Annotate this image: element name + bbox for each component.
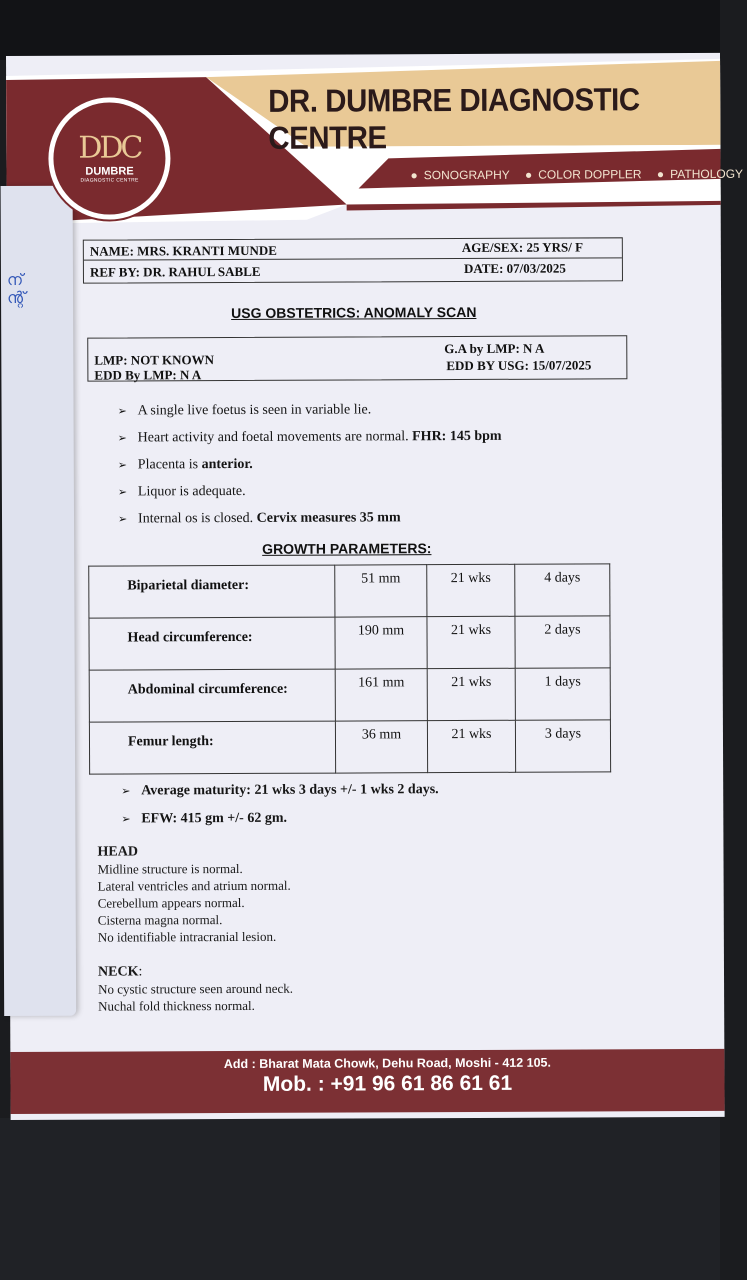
finding-item <box>118 428 638 457</box>
ga-by-lmp: G.A by LMP: N A <box>444 340 545 357</box>
edd-by-lmp: EDD By LMP: N A <box>94 367 202 383</box>
logo-subtitle: DIAGNOSTIC CENTRE <box>80 177 139 184</box>
arrow-icon: ➢ <box>117 458 128 472</box>
neck-line: Nuchal fold thickness normal. <box>98 997 255 1014</box>
finding-bold: anterior. <box>201 456 253 473</box>
section-heading-colon: : <box>138 964 143 980</box>
table-row <box>89 668 610 722</box>
table-row <box>89 720 610 774</box>
service-sonography: SONOGRAPHY <box>423 167 510 183</box>
summary-item <box>121 781 621 811</box>
finding-text: Heart activity and foetal movements are normal. <box>137 429 413 446</box>
service-color-doppler: COLOR DOPPLER <box>538 167 642 182</box>
growth-parameters-table <box>88 563 611 774</box>
average-maturity: Average maturity: 21 wks 3 days +/- 1 wks 2 days. <box>141 782 439 799</box>
logo-name: DUMBRE <box>85 165 134 178</box>
param-name: Head circumference: <box>89 617 335 670</box>
head-line: Midline structure is normal. <box>97 860 243 877</box>
growth-parameters-title: GROWTH PARAMETERS: <box>262 540 432 557</box>
param-name: Abdominal circumference: <box>89 669 335 722</box>
neck-line: No cystic structure seen around neck. <box>98 980 294 997</box>
arrow-icon: ➢ <box>121 784 131 798</box>
arrow-icon: ➢ <box>117 431 127 445</box>
section-heading <box>98 963 293 981</box>
lmp: LMP: NOT KNOWN <box>94 352 215 368</box>
table-row <box>89 616 610 670</box>
patient-info-box <box>83 237 623 283</box>
finding-item <box>118 482 638 511</box>
param-weeks: 21 wks <box>427 720 515 772</box>
footer-mobile: Mob. : +91 96 61 86 61 61 <box>262 1071 513 1096</box>
param-days: 4 days <box>515 564 610 616</box>
param-weeks: 21 wks <box>427 668 515 720</box>
head-line: Cerebellum appears normal. <box>97 894 245 911</box>
arrow-icon: ➢ <box>121 812 131 826</box>
param-name: Biparietal diameter: <box>89 565 335 618</box>
clinic-name: DR. DUMBRE DIAGNOSTIC CENTRE <box>268 81 640 156</box>
table-row <box>89 564 610 618</box>
summary-item <box>121 809 621 839</box>
param-value: 51 mm <box>335 565 427 617</box>
patient-name: NAME: MRS. KRANTI MUNDE <box>89 242 277 259</box>
param-days: 1 days <box>515 668 610 720</box>
arrow-icon: ➢ <box>117 512 128 526</box>
bullet-dot: ● <box>410 168 418 183</box>
neck-section <box>98 963 293 1015</box>
section-heading-text: NECK <box>97 964 139 980</box>
section-heading: HEAD <box>97 844 138 860</box>
finding-text: Placenta is <box>137 457 202 473</box>
finding-bold: Cervix measures 35 mm <box>256 510 401 526</box>
findings-list <box>118 401 639 538</box>
finding-item <box>118 401 638 430</box>
background-top <box>0 0 720 60</box>
param-name: Femur length: <box>89 721 335 774</box>
finding-text: Liquor is adequate. <box>137 483 246 500</box>
param-value: 36 mm <box>335 721 427 773</box>
handwritten-mark: ന് ന്റ് <box>6 269 26 307</box>
param-days: 2 days <box>515 616 610 668</box>
finding-bold: FHR: 145 bpm <box>412 428 502 445</box>
patient-age-sex: AGE/SEX: 25 YRS/ F <box>461 239 584 256</box>
bullet-dot: ● <box>524 167 533 182</box>
param-value: 161 mm <box>335 669 427 721</box>
head-line: No identifiable intracranial lesion. <box>97 928 277 945</box>
param-weeks: 21 wks <box>427 564 515 616</box>
folder-flap <box>1 186 77 1016</box>
edd-by-usg: EDD BY USG: 15/07/2025 <box>446 357 592 374</box>
param-weeks: 21 wks <box>427 616 515 668</box>
report-date: DATE: 07/03/2025 <box>463 260 566 277</box>
efw: EFW: 415 gm +/- 62 gm. <box>141 810 288 827</box>
finding-text: A single live foetus is seen in variable lie. <box>137 402 372 419</box>
param-value: 190 mm <box>335 617 427 669</box>
footer-band <box>10 1049 724 1114</box>
param-days: 3 days <box>515 720 610 772</box>
finding-item <box>118 455 638 484</box>
finding-text: Internal os is closed. <box>137 510 257 527</box>
referred-by: REF BY: DR. RAHUL SABLE <box>89 263 261 280</box>
background-bottom <box>0 1118 720 1280</box>
bullet-dot: ● <box>656 167 665 182</box>
dating-box <box>87 335 627 381</box>
report-page <box>6 53 744 1120</box>
service-pathology: PATHOLOGY <box>670 166 744 182</box>
report-title: USG OBSTETRICS: ANOMALY SCAN <box>231 303 477 322</box>
arrow-icon: ➢ <box>117 404 127 418</box>
head-line: Cisterna magna normal. <box>97 912 223 928</box>
logo-mark: DDC <box>78 130 141 166</box>
services-list <box>398 167 743 183</box>
footer-address: Add : Bharat Mata Chowk, Dehu Road, Moshi - 412 105. <box>223 1055 551 1072</box>
finding-item <box>118 509 638 538</box>
summary-list <box>121 781 621 839</box>
head-section <box>97 843 291 946</box>
clinic-logo <box>48 97 171 220</box>
arrow-icon: ➢ <box>117 485 128 499</box>
head-line: Lateral ventricles and atrium normal. <box>97 877 291 894</box>
